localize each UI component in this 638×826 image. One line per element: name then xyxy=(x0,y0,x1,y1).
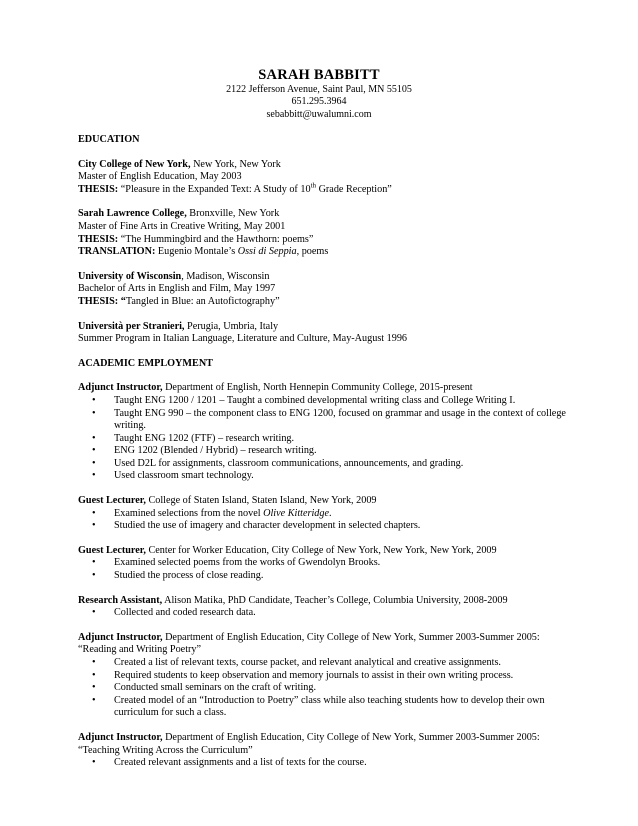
job-detail: Alison Matika, PhD Candidate, Teacher’s College, Columbia University, 2008-2009 xyxy=(162,594,508,606)
list-item xyxy=(78,395,578,408)
list-item xyxy=(78,557,578,570)
bullet-text: Taught ENG 990 – the component class to ENG 1200, focused on grammar and usage in the context of college writing. xyxy=(114,407,566,432)
bullet-icon: • xyxy=(92,445,96,457)
job-role: Adjunct Instructor, xyxy=(78,731,163,743)
job-detail: Department of English Education, City College of New York, Summer 2003-Summer 2005: xyxy=(162,631,540,643)
employment-heading: ACADEMIC EMPLOYMENT xyxy=(78,357,213,369)
bullet-icon: • xyxy=(92,570,96,582)
phone: 651.295.3964 xyxy=(291,96,347,108)
resume-header xyxy=(0,66,638,121)
bullet-icon: • xyxy=(92,507,96,519)
bullet-icon: • xyxy=(92,669,96,681)
job-detail: Department of English, North Hennepin Community College, 2015-present xyxy=(162,382,473,394)
translation-text: Eugenio Montale’s xyxy=(155,246,238,258)
education-heading: EDUCATION xyxy=(78,134,140,145)
job-bullets xyxy=(78,757,578,770)
school-location: Perugia, Umbria, Italy xyxy=(184,320,279,332)
thesis-text: “Pleasure in the Expanded Text: A Study of 10 xyxy=(118,183,311,195)
bullet-text: Studied the process of close reading. xyxy=(114,570,264,582)
bullet-icon: • xyxy=(92,407,96,419)
job-entry xyxy=(78,732,578,770)
bullet-text: Used D2L for assignments, classroom communications, announcements, and grading. xyxy=(114,457,464,469)
list-item xyxy=(78,657,578,670)
bullet-icon: • xyxy=(92,394,96,406)
job-detail: College of Staten Island, Staten Island, New York, 2009 xyxy=(145,495,377,507)
bullet-icon: • xyxy=(92,432,96,444)
education-entry xyxy=(78,208,578,258)
list-item xyxy=(78,607,578,620)
job-entry xyxy=(78,495,578,533)
job-bullets xyxy=(78,395,578,483)
list-item xyxy=(78,682,578,695)
job-role: Guest Lecturer, xyxy=(78,495,146,507)
novel-title: Olive Kitteridge xyxy=(263,507,330,519)
education-entry xyxy=(78,159,578,197)
bullet-icon: • xyxy=(92,657,96,668)
job-entry xyxy=(78,545,578,583)
course-title: “Reading and Writing Poetry” xyxy=(78,644,202,656)
ordinal-suffix: th xyxy=(310,181,317,190)
job-detail: Center for Worker Education, City College of New York, New York, New York, 2009 xyxy=(145,544,497,556)
thesis-label: THESIS: xyxy=(78,295,119,307)
job-detail: Department of English Education, City College of New York, Summer 2003-Summer 2005: xyxy=(162,731,540,743)
bullet-text: ENG 1202 (Blended / Hybrid) – research writing. xyxy=(114,445,317,457)
list-item xyxy=(78,508,578,521)
bullet-icon: • xyxy=(92,682,96,694)
candidate-name: SARAH BABBITT xyxy=(258,67,380,83)
school-location: Bronxville, New York xyxy=(186,208,280,220)
list-item xyxy=(78,408,578,433)
address: 2122 Jefferson Avenue, Saint Paul, MN 55105 xyxy=(226,84,412,95)
thesis-text: “The Hummingbird and the Hawthorn: poems” xyxy=(118,233,314,245)
bullet-text: Collected and coded research data. xyxy=(114,607,256,619)
bullet-icon: • xyxy=(92,470,96,482)
bullet-text-end: . xyxy=(329,507,332,519)
school-name: City College of New York, xyxy=(78,158,191,170)
bullet-icon: • xyxy=(92,694,96,706)
list-item xyxy=(78,670,578,683)
list-item xyxy=(78,695,578,720)
resume-body xyxy=(78,134,578,782)
job-role: Adjunct Instructor, xyxy=(78,382,163,394)
bullet-text: Examined selected poems from the works of Gwendolyn Brooks. xyxy=(114,557,381,569)
translation-title: Ossi di Seppia xyxy=(237,246,297,258)
bullet-text: Created a list of relevant texts, course packet, and relevant analytical and creative assignments. xyxy=(114,657,501,668)
bullet-text: Taught ENG 1202 (FTF) – research writing. xyxy=(114,432,295,444)
thesis-text: Tangled in Blue: an Autofictography” xyxy=(125,295,280,307)
list-item xyxy=(78,757,578,770)
thesis-label: THESIS: xyxy=(78,183,119,195)
school-location: , Madison, Wisconsin xyxy=(181,270,270,282)
job-entry xyxy=(78,382,578,483)
bullet-text: Examined selections from the novel xyxy=(114,507,264,519)
bullet-text: Conducted small seminars on the craft of writing. xyxy=(114,682,317,694)
school-name: University of Wisconsin xyxy=(78,270,182,282)
bullet-text: Created model of an “Introduction to Poetry” class while also teaching students how to develop their own curriculum for such a class. xyxy=(114,694,545,719)
translation-label: TRANSLATION: xyxy=(78,246,156,258)
job-entry xyxy=(78,595,578,620)
bullet-text: Required students to keep observation and memory journals to assist in their own writing process. xyxy=(114,669,514,681)
education-entry xyxy=(78,271,578,309)
school-name: Sarah Lawrence College, xyxy=(78,208,187,220)
bullet-text: Taught ENG 1200 / 1201 – Taught a combined developmental writing class and College Writing I. xyxy=(114,394,516,406)
course-title: “Teaching Writing Across the Curriculum” xyxy=(78,744,253,756)
school-location: New York, New York xyxy=(190,158,281,170)
list-item xyxy=(78,470,578,483)
bullet-text: Used classroom smart technology. xyxy=(114,470,254,482)
bullet-icon: • xyxy=(92,757,96,769)
thesis-label: THESIS: xyxy=(78,233,119,245)
list-item xyxy=(78,458,578,471)
job-bullets xyxy=(78,657,578,720)
degree: Master of English Education, May 2003 xyxy=(78,171,242,183)
email: sebabbitt@uwalumni.com xyxy=(266,108,372,120)
list-item xyxy=(78,520,578,533)
bullet-icon: • xyxy=(92,557,96,569)
job-role: Research Assistant, xyxy=(78,594,163,606)
list-item xyxy=(78,433,578,446)
degree: Summer Program in Italian Language, Literature and Culture, May-August 1996 xyxy=(78,333,408,345)
list-item xyxy=(78,445,578,458)
thesis-text-end: Grade Reception” xyxy=(316,183,392,195)
job-role: Guest Lecturer, xyxy=(78,544,146,556)
bullet-icon: • xyxy=(92,520,96,532)
education-entry xyxy=(78,321,578,346)
job-bullets xyxy=(78,557,578,582)
bullet-icon: • xyxy=(92,607,96,619)
bullet-text: Created relevant assignments and a list of texts for the course. xyxy=(114,757,367,769)
job-bullets xyxy=(78,508,578,533)
job-bullets xyxy=(78,607,578,620)
job-entry xyxy=(78,632,578,720)
job-role: Adjunct Instructor, xyxy=(78,631,163,643)
school-name: Università per Stranieri, xyxy=(78,320,185,332)
degree: Bachelor of Arts in English and Film, May 1997 xyxy=(78,283,276,295)
bullet-text: Studied the use of imagery and character development in selected chapters. xyxy=(114,520,421,532)
list-item xyxy=(78,570,578,583)
degree: Master of Fine Arts in Creative Writing, May 2001 xyxy=(78,220,286,232)
thesis-open-quote: “ xyxy=(118,295,126,307)
translation-text-end: , poems xyxy=(296,246,329,258)
bullet-icon: • xyxy=(92,457,96,469)
